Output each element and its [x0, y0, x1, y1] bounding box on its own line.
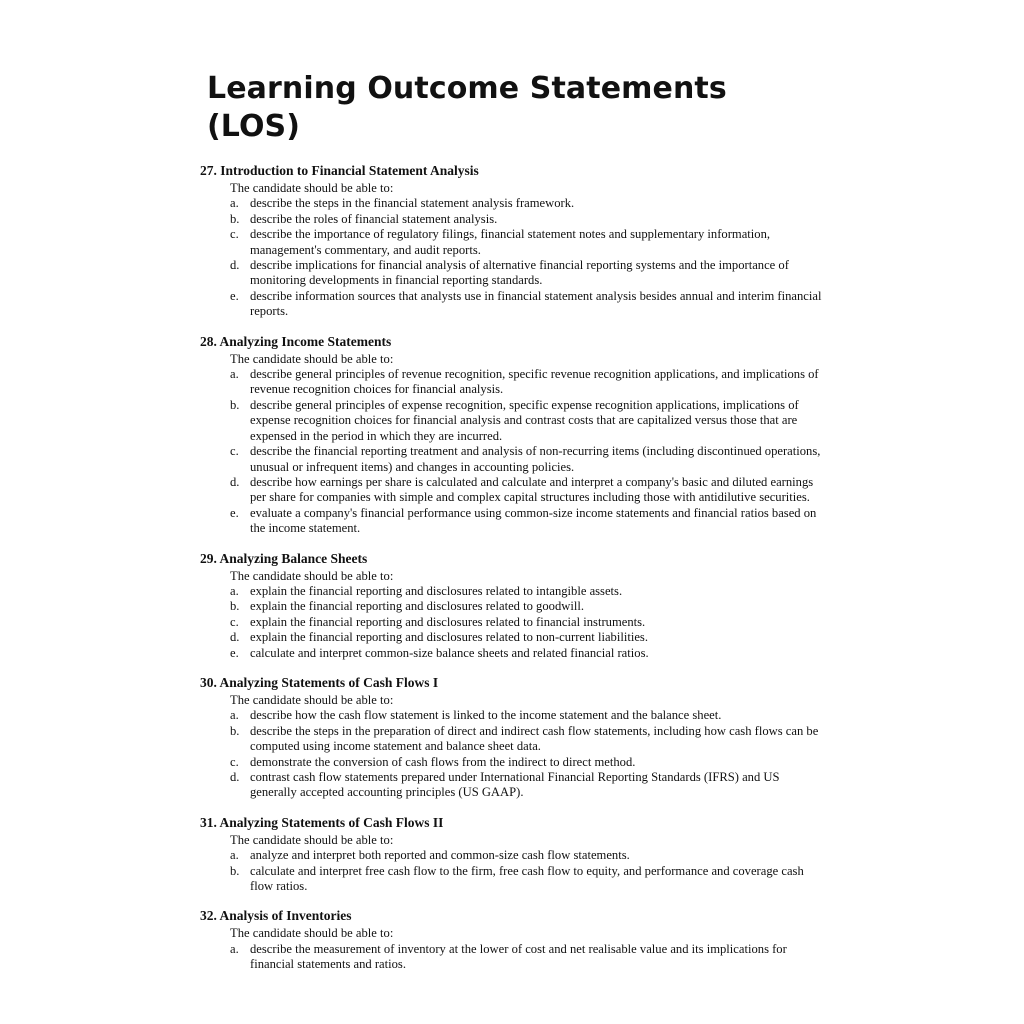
outcome-text: describe general principles of revenue recognition, specific revenue recognition applications, and implications of revenue recognition choices for financial analysis.: [250, 367, 819, 397]
outcome-item: [230, 289, 827, 320]
outcome-list: [207, 942, 827, 973]
outcome-letter: b.: [230, 211, 240, 226]
outcome-item: [230, 770, 827, 801]
outcome-list: [207, 196, 827, 319]
outcome-text: demonstrate the conversion of cash flows from the indirect to direct method.: [250, 754, 636, 769]
outcome-letter: b.: [230, 599, 240, 614]
outcome-letter: e.: [230, 505, 239, 520]
outcome-letter: a.: [230, 708, 239, 723]
section-intro: The candidate should be able to:: [230, 832, 394, 847]
outcome-text: describe the financial reporting treatment and analysis of non-recurring items (including discontinued operations, unusual or infrequent items) and changes in accounting policies.: [250, 444, 821, 474]
outcome-text: describe general principles of expense recognition, specific expense recognition applications, implications of expense recognition choices for financial analysis and contrast costs that are capitalized versus those that are expensed in the period in which they are incurred.: [250, 397, 799, 443]
outcome-letter: a.: [230, 583, 239, 598]
outcome-letter: e.: [230, 288, 239, 303]
outcome-text: explain the financial reporting and disclosures related to intangible assets.: [250, 583, 623, 598]
section-intro: The candidate should be able to:: [230, 692, 394, 707]
los-sections: [200, 163, 827, 973]
los-section: [200, 814, 827, 895]
section-heading: 28. Analyzing Income Statements: [200, 333, 392, 349]
outcome-letter: a.: [230, 196, 239, 211]
section-heading: 27. Introduction to Financial Statement Analysis: [200, 163, 479, 178]
outcome-letter: b.: [230, 863, 240, 878]
outcome-text: describe implications for financial analysis of alternative financial reporting systems and the importance of monitoring developments in financial reporting standards.: [250, 258, 789, 288]
outcome-item: [230, 708, 827, 723]
outcome-list: [207, 367, 827, 536]
section-heading: 31. Analyzing Statements of Cash Flows II: [200, 814, 444, 830]
los-section: [200, 333, 827, 537]
outcome-text: describe how the cash flow statement is linked to the income statement and the balance sheet.: [250, 708, 722, 723]
outcome-item: [230, 848, 827, 863]
outcome-letter: c.: [230, 227, 239, 242]
outcome-item: [230, 506, 827, 537]
section-heading: 32. Analysis of Inventories: [200, 908, 352, 924]
outcome-letter: c.: [230, 754, 239, 769]
section-intro: The candidate should be able to:: [230, 351, 394, 366]
outcome-letter: b.: [230, 723, 240, 738]
outcome-letter: b.: [230, 397, 240, 412]
outcome-letter: a.: [230, 848, 239, 863]
outcome-item: [230, 615, 827, 630]
outcome-text: contrast cash flow statements prepared under International Financial Reporting Standards (IFRS) and US generally accepted accounting principles (US GAAP).: [250, 770, 780, 800]
outcome-item: [230, 630, 827, 645]
outcome-letter: c.: [230, 444, 239, 459]
outcome-item: [230, 196, 827, 211]
outcome-item: [230, 942, 827, 973]
outcome-text: explain the financial reporting and disclosures related to goodwill.: [250, 599, 584, 614]
outcome-item: [230, 864, 827, 895]
outcome-text: describe the roles of financial statement analysis.: [250, 211, 498, 226]
outcome-item: [230, 212, 827, 227]
outcome-item: [230, 444, 827, 475]
outcome-text: describe the steps in the financial statement analysis framework.: [250, 196, 575, 211]
section-intro: The candidate should be able to:: [230, 568, 394, 583]
outcome-item: [230, 646, 827, 661]
outcome-text: describe the steps in the preparation of direct and indirect cash flow statements, including how cash flows can be computed using income statement and balance sheet data.: [250, 723, 819, 754]
los-section: [200, 163, 827, 320]
outcome-letter: d.: [230, 258, 240, 273]
outcome-text: explain the financial reporting and disclosures related to financial instruments.: [250, 614, 646, 629]
section-heading: 29. Analyzing Balance Sheets: [200, 550, 368, 566]
outcome-item: [230, 584, 827, 599]
outcome-letter: d.: [230, 770, 240, 784]
document-page: [200, 70, 827, 987]
outcome-text: analyze and interpret both reported and common-size cash flow statements.: [250, 848, 630, 863]
outcome-item: [230, 724, 827, 755]
outcome-list: [207, 584, 827, 661]
page-title: Learning Outcome Statements (LOS): [207, 71, 727, 144]
outcome-item: [230, 475, 827, 506]
outcome-letter: e.: [230, 645, 239, 660]
los-section: [200, 550, 827, 661]
section-heading: 30. Analyzing Statements of Cash Flows I: [200, 674, 439, 690]
outcome-item: [230, 755, 827, 770]
outcome-letter: d.: [230, 630, 240, 645]
outcome-letter: a.: [230, 367, 239, 382]
outcome-letter: c.: [230, 614, 239, 629]
los-section: [200, 674, 827, 801]
outcome-item: [230, 398, 827, 444]
outcome-item: [230, 367, 827, 398]
outcome-text: describe how earnings per share is calculated and calculate and interpret a company's basic and diluted earnings per share for companies with simple and complex capital structures including those with antidilutive securities.: [250, 474, 814, 505]
los-section: [200, 908, 827, 972]
outcome-item: [230, 599, 827, 614]
outcome-text: describe information sources that analysts use in financial statement analysis besides annual and interim financial reports.: [250, 288, 822, 319]
outcome-item: [230, 258, 827, 289]
outcome-text: calculate and interpret common-size balance sheets and related financial ratios.: [250, 645, 649, 660]
outcome-text: describe the measurement of inventory at the lower of cost and net realisable value and its implications for financial statements and ratios.: [250, 941, 787, 972]
section-intro: The candidate should be able to:: [230, 926, 394, 941]
outcome-text: explain the financial reporting and disclosures related to non-current liabilities.: [250, 630, 648, 645]
outcome-letter: d.: [230, 474, 240, 489]
outcome-letter: a.: [230, 941, 239, 956]
outcome-text: calculate and interpret free cash flow to the firm, free cash flow to equity, and performance and coverage cash flow ratios.: [250, 863, 804, 894]
outcome-list: [207, 848, 827, 894]
outcome-list: [207, 708, 827, 800]
outcome-text: evaluate a company's financial performance using common-size income statements and financial ratios based on the income statement.: [250, 505, 817, 536]
section-intro: The candidate should be able to:: [230, 181, 394, 195]
outcome-text: describe the importance of regulatory filings, financial statement notes and supplementary information, management's commentary, and audit reports.: [250, 227, 771, 257]
outcome-item: [230, 227, 827, 258]
